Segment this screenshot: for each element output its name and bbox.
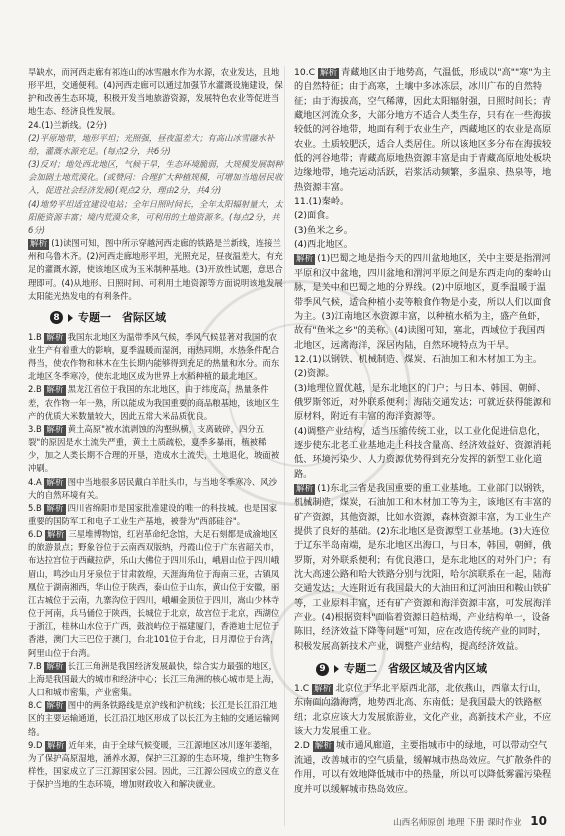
answer-paragraph (294, 224, 552, 238)
answer-paragraph (28, 528, 283, 660)
answer-paragraph (294, 425, 552, 482)
answer-paragraph (28, 476, 283, 502)
section-title: 专题二 省级区域及省内区域 (344, 662, 487, 676)
paragraph-text: 旱缺水，而河西走廊有祁连山的冰雪融水作为水源，农业发达，且地形平坦，交通便利。(4)河西走廊可以通过加强节水灌溉设施建设，保护和改善生态环境，积极开发当地旅游资源，发展特色农业等促进当地生态、经济良性发展。 (28, 67, 283, 117)
page-number: 10 (530, 814, 547, 828)
section-heading (50, 307, 283, 329)
analysis-badge: 解析 (30, 239, 48, 250)
paragraph-text: (4)调整产业结构，适当压缩传统工业，以工业化促进信息化，逐步使东北老工业基地走上科技含量高、经济效益好、资源消耗低、环境污染少、人力资源优势得到充分发挥的新型工业化道路。 (294, 425, 552, 480)
answer-paragraph (294, 195, 552, 209)
section-number: 9 (316, 663, 329, 676)
analysis-badge: 解析 (314, 684, 332, 695)
analysis-badge: 解析 (46, 701, 64, 712)
paragraph-text: (2)面食。 (294, 210, 335, 222)
question-number: 2.D (294, 740, 310, 752)
answer-paragraph (294, 238, 552, 252)
paragraph-text: 图中的两条铁路线是京沪线和沪杭线；长江是长江沿江地区的主要运输通道，长江沿江地区形成了以长江为主轴的交通运输网络。 (28, 700, 280, 737)
paragraph-text: 城市通风廊道，主要指城市中的绿地，可以带动空气流通，改善城市的空气质量，缓解城市热岛效应。气扩散条件的作用，可以有效地降低城市中的热量，所以可以降低雾霾污染程度并可以缓解城市热岛效应。 (294, 740, 552, 795)
paragraph-text: 黄土高原"被水流剥蚀的沟壑纵横，支离破碎，四分五裂"的原因是水土流失严重，黄土土质疏松，夏季多暴雨，植被稀少，加之人类长期不合理的开垦，造成水土流失，土地退化，坡面被冲刷。 (28, 423, 280, 474)
question-number: 1.C (294, 683, 310, 695)
question-number: 7.B (28, 660, 42, 671)
triangle-icon (334, 665, 339, 673)
handwritten-answer (28, 158, 283, 197)
paragraph-text: (3)反对；地处西北地区，气候干旱，生态环境脆弱，大规模发展制种会加剧土地荒漠化。(或赞同：合理扩大种植规模，可增加当地居民收入，促进社会经济发展)(观点2分，理由2分，共4分) (28, 159, 283, 196)
paragraph-text: (2)平原地带，地形平坦；光照强，昼夜温差大；有高山冰雪融水补给，灌溉水源充足。(每点2分，共6分) (28, 132, 275, 156)
handwritten-answer (28, 198, 283, 237)
answer-paragraph (294, 209, 552, 223)
answer-paragraph (28, 423, 283, 476)
question-number: 5.B (28, 502, 42, 513)
paragraph-text: (4)地势平坦适宜建设电站；全年日照时间长，全年太阳辐射量大，太阳能资源丰富；境内荒漠众多，可利用的土地资源多。(每点2分，共6分) (28, 198, 283, 235)
paragraph-text: 黑龙江省位于我国的东北地区，由于纬度高，热量条件差，农作物一年一熟，所以能成为我国重要的商品粮基地，该地区生产的优质大米数量较大，因此五常大米品质优良。 (28, 384, 280, 421)
paragraph-text: 青藏地区由于地势高，气温低，形成以"高""寒"为主的自然特征；由于高寒，土壤中多冰冻层，冰川广布的自然特征；由于海拔高，空气稀薄，因此太阳辐射强，日照时间长；青藏地区河流众多，大部分地方不适合人类生存，只有在一些海拔较低的河谷地带，地面有利于农业生产，西藏地区的农业是高原农业。土质较肥沃，适合人类居住。所以该地区多分布在海拔较低的河谷地带；青藏高原地热资源丰富是由于青藏高原地处板块边缘地带，地壳运动活跃，岩浆活动频繁，多温泉、热泉等，地热资源丰富。 (294, 67, 552, 193)
paragraph-text: 近年来，由于全球气候变暖，三江源地区冰川逐年萎缩，为了保护高原湿地，涵养水源，保护三江源的生态环境，维护生物多样性，国家成立了三江源国家公园。因此，三江源公园成立的意义在于保护当地的生态环境，增加财政收入和解决就业。 (28, 739, 280, 790)
analysis-badge: 解析 (46, 503, 64, 514)
handwritten-answer (28, 132, 283, 158)
analysis-badge: 解析 (46, 424, 64, 435)
analysis-badge: 解析 (46, 385, 64, 396)
paragraph-text: (4)西北地区。 (294, 239, 353, 251)
answer-paragraph (28, 383, 283, 422)
answer-paragraph (28, 66, 283, 119)
page-footer (0, 814, 565, 828)
answer-paragraph (294, 482, 552, 654)
triangle-icon (68, 314, 73, 322)
answer-paragraph (28, 119, 283, 132)
answer-paragraph (294, 382, 552, 425)
answer-paragraph (294, 353, 552, 367)
paragraph-text: (3)地理位置优越，是东北地区的门户；与日本、韩国、朝鲜、俄罗斯邻近，对外联系便利；海陆交通发达；可就近获得能源和原材料，附近有丰富的海洋资源等。 (294, 382, 552, 423)
analysis-badge: 解析 (46, 661, 64, 672)
paragraph-text: (2)资源。 (294, 368, 335, 380)
section-heading (316, 658, 552, 680)
analysis-badge: 解析 (319, 68, 338, 78)
paragraph-text: (1)读图可知，图中所示穿越河西走廊的铁路是兰新线，连接兰州和乌鲁木齐。(2)河西走廊地形平坦，光照充足，昼夜温差大，有充足的灌溉水源，使该地区成为玉米制种基地。(3)开放性试题，意思合理即可。(4)从地形、日照时间、可利用土地资源等方面说明该地发展太阳能光热发电的有利条件。 (28, 238, 283, 301)
paragraph-text: 24.(1)兰新线。(2分) (28, 119, 107, 130)
answer-paragraph (28, 739, 283, 792)
answer-paragraph (294, 66, 552, 195)
answer-paragraph (28, 502, 283, 528)
section-number: 8 (50, 311, 63, 324)
answer-paragraph (28, 660, 283, 699)
paragraph-text: 三星堆博物馆，红岩革命纪念馆，大足石刻都是成渝地区的旅游景点；野象谷位于云南西双版纳，丹霞山位于广东省韶关市，布达拉宫位于西藏拉萨，乐山大佛位于四川乐山，峨眉山位于四川峨眉山，鸣沙山月牙泉位于甘肃敦煌，天涯海角位于海南三亚，古镇凤凰位于湖南湘西，华山位于陕西，泰山位于山东，黄山位于安徽，丽江古城位于云南，九寨沟位于四川，峨嵋金顶位于四川，嵩山少林寺位于河南，兵马俑位于陕西，长城位于北京，故宫位于北京，西湖位于浙江，桂林山水位于广西，鼓浪屿位于福建厦门，香港迪士尼位于香港，澳门大三巴位于澳门，台北101位于台北，日月潭位于台湾，阿里山位于台湾。 (28, 529, 280, 658)
paragraph-text: 图中当地很多居民戴白羊肚头巾，与当地冬季寒冷、风沙大的自然环境有关。 (28, 476, 277, 500)
paragraph-text: (1)东北三省是我国重要的重工业基地。工业部门以钢铁，机械制造，煤炭，石油加工和木材加工等为主，该地区有丰富的矿产资源，其他资源，比如水资源，森林资源丰富，为工业生产提供了良好的基础。(2)东北地区是资源型工业基地。(3)大连位于辽东半岛南端，是东北地区出海口，与日本，韩国，朝鲜，俄罗斯，对外联系便利；有优良港口，是东北地区的对外门户；有沈大高速公路和哈大铁路分别与沈阳，哈尔滨联系在一起，陆海交通发达；大连附近有我国最大的大油田和辽河油田和鞍山铁矿等，工业原料丰富，还有矿产资源和海洋资源丰富，可发展海洋产业。(4)根据资料"面临着资源日趋枯竭，产业结构单一，设备陈旧，经济效益下降等问题"可知，应在改造传统产业的同时，积极发展高新技术产业，调整产业结构，提高经济效益。 (294, 482, 552, 652)
analysis-badge: 解析 (47, 530, 65, 541)
question-number: 1.B (28, 331, 42, 342)
paragraph-text: (3)鱼米之乡。 (294, 224, 353, 236)
analysis-badge: 解析 (47, 740, 65, 751)
question-number: 10.C (294, 67, 316, 78)
answer-paragraph (28, 331, 283, 384)
question-number: 9.D (28, 739, 43, 750)
left-column (28, 66, 283, 791)
answer-paragraph (294, 367, 552, 381)
analysis-badge: 解析 (46, 332, 64, 343)
answer-paragraph (28, 699, 283, 738)
analysis-badge: 解析 (296, 483, 314, 494)
paragraph-text: 四川省绵阳市是国家批准建设的唯一的科技城。也是国家重要的国防军工和电子工业生产基地，被誉为"西部硅谷"。 (28, 502, 277, 526)
paragraph-text: 北京位于华北平原西北部，北依燕山，西靠太行山，东南面向渤海湾，地势西北高、东南低；是我国最大的铁路枢纽；北京应该大力发展旅游业，文化产业，高新技术产业，不应该大力发展重工业。 (294, 683, 552, 738)
paragraph-text: 我国东北地区为温带季风气候，季风气候显著对我国的农业生产有着重大的影响，夏季温暖而湿润，雨热同期，水热条件配合得当，使农作物和林木在生长期内能够得到充足的热量和水分。而东北地区冬季寒冷，使东北地区成为世界上水稻种植的最北地区。 (28, 331, 280, 382)
paragraph-text: (1)巴蜀之地是指今天的四川盆地地区，关中主要是指渭河平原和汉中盆地，四川盆地和渭河平原之间是东西走向的秦岭山脉，是关中和巴蜀之地的分界线。(2)中原地区，夏季温暖于温带季风气候，适合种植小麦等粮食作物是小麦，所以人们以面食为主。(3)江南地区水资源丰富，以种植水稻为主，盛产鱼虾，故有"鱼米之乡"的美称。(4)读图可知，塞北，西域位于我国西北地区，远离海洋，深居内陆，自然环境特点为干旱。 (294, 253, 552, 351)
answer-paragraph (28, 237, 283, 303)
paragraph-text: 12.(1)以钢铁、机械制造、煤炭、石油加工和木材加工为主。 (294, 353, 543, 365)
question-number: 8.C (28, 700, 42, 711)
answer-paragraph (294, 739, 552, 796)
question-number: 2.B (28, 384, 42, 395)
paragraph-text: 长江三角洲是我国经济发展最快，综合实力最强的地区，上海是我国最大的城市和经济中心；长江三角洲的核心城市是上海，人口和城市密集，产业密集。 (28, 660, 280, 698)
question-number: 4.A (28, 476, 42, 487)
section-title: 专题一 省际区域 (78, 310, 166, 324)
footer-text: 山西名师原创 地理 下册 课时作业 (393, 818, 522, 828)
analysis-badge: 解析 (296, 254, 314, 265)
right-column (294, 66, 552, 797)
analysis-badge: 解析 (314, 741, 332, 752)
question-number: 3.B (28, 423, 42, 434)
answer-paragraph (294, 252, 552, 352)
answer-paragraph (294, 682, 552, 739)
question-number: 6.D (28, 529, 43, 540)
paragraph-text: 11.(1)秦岭。 (294, 196, 350, 208)
analysis-badge: 解析 (46, 477, 64, 488)
